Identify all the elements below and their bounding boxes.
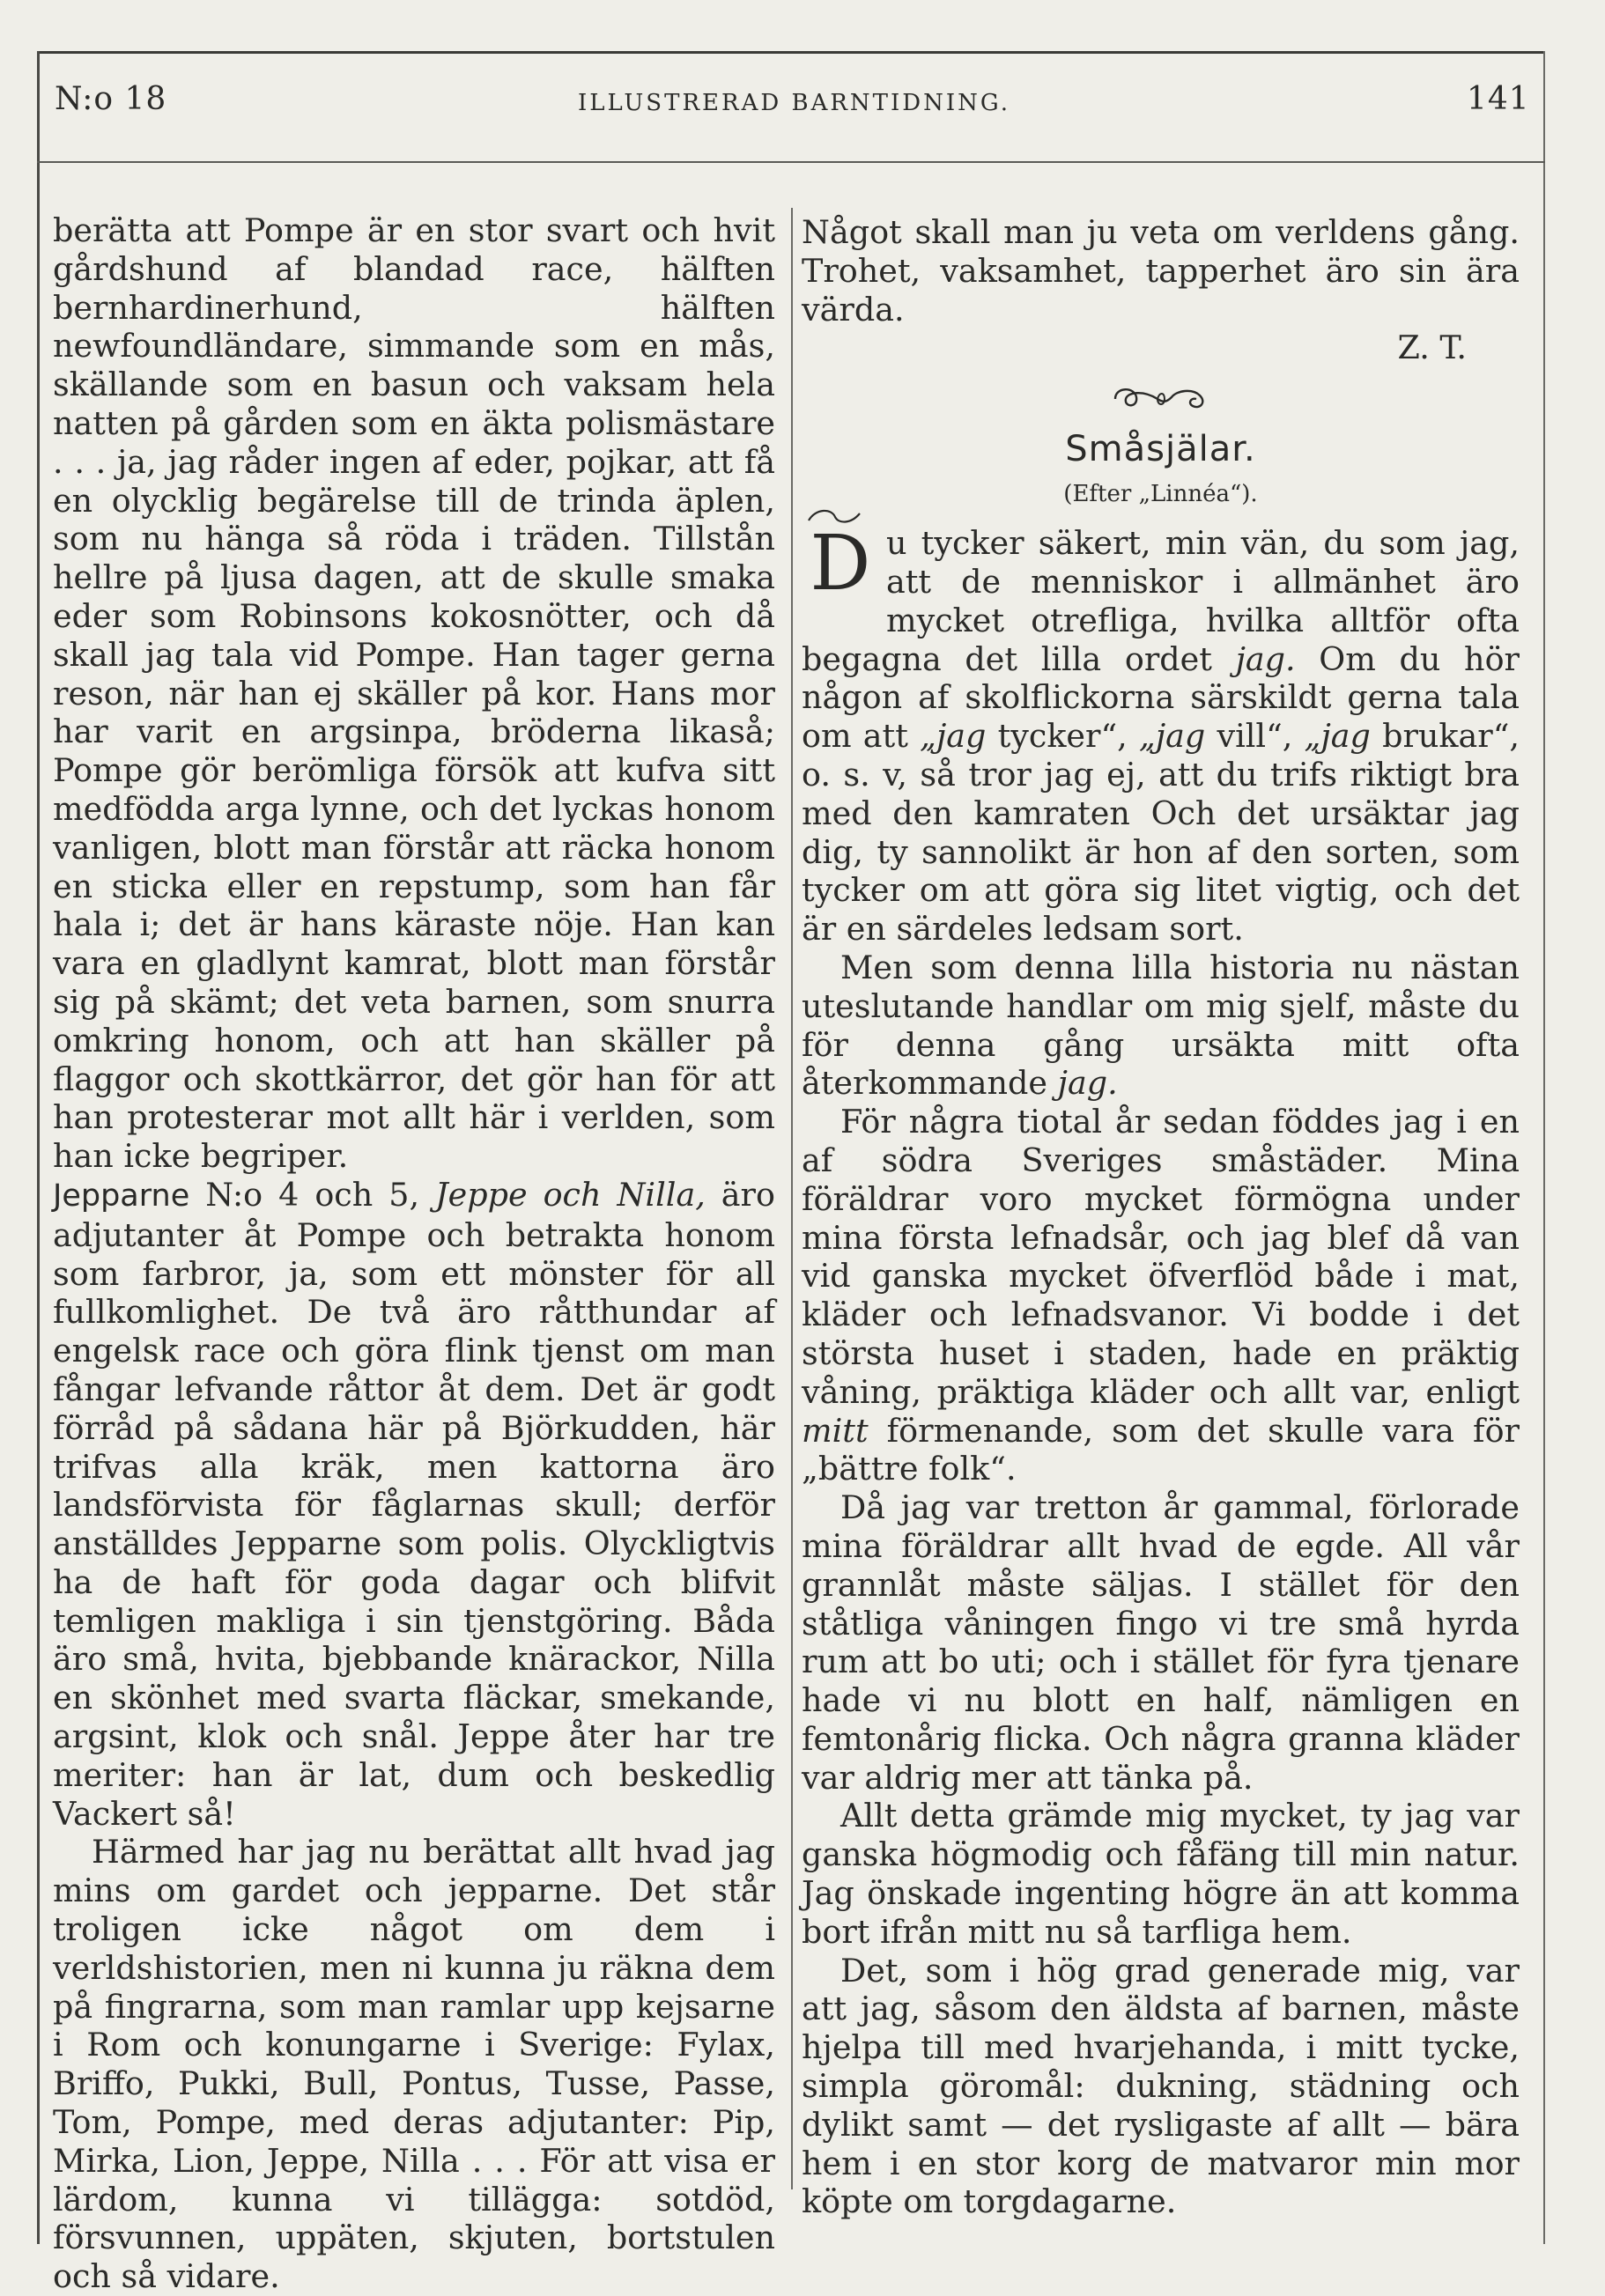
right-paragraph-4: Då jag var tretton år gammal, förlorade mina föräldrar allt hvad de egde. All vår grannlåt måste säljas. I stället för den ståtliga våningen fingo vi tre små hyrda rum att bo uti; och i stället för fyra tjenare hade vi nu blott en half, nämligen en femtonårig flicka. Och några granna kläder var aldrig mer att tänka på. [802,1488,1520,1797]
column-divider [791,208,793,2189]
left-paragraph-2-text-a: N:o 4 och 5, [189,1175,436,1214]
p1-text-e: brukar“, o. s. v, så tror jag ej, att du trifs riktigt bra med den kamraten Och det ursäktar jag dig, ty sannolikt är hon af den sorten, som tycker om att göra sig litet vigtig, och det är en särdeles ledsam sort. [802,717,1520,949]
p1-text-d: vill“, [1205,717,1305,756]
p3-text-a: För några tiotal år sedan föddes jag i en af södra Sveriges småstäder. Mina föräldrar voro mycket förmögna under mina första lefnadsår, och jag blef då van vid ganska mycket öfverflöd både i mat, kläder och lefnadsvanor. Vi bodde i det största huset i staden, hade en präktig våning, präktiga kläder och allt var, enligt [802,1103,1520,1411]
author-signature: Z. T. [1397,329,1467,367]
left-paragraph-1: berätta att Pompe är en stor svart och hvit gårdshund af blandad race, hälften bernhardinerhund, hälften newfoundländare, simmande som en mås, skällande som en basun och vaksam hela natten på gården som en äkta polismästare . . . ja, jag råder ingen af eder, pojkar, att få en olycklig begärelse till de trinda äplen, som nu hänga så röda i träden. Tillstån hellre på ljusa dagen, att de skulle smaka eder som Robinsons kokosnötter, och då skall jag tala vid Pompe. Han tager gerna reson, när han ej skäller på kor. Hans mor har varit en argsinpa, bröderna likaså; Pompe gör berömliga försök att kufva sitt medfödda arga lynne, och det lyckas honom vanligen, blott man förstår att räcka honom en sticka eller en repstump, som han får hala i; det är hans käraste nöje. Han kan vara en gladlynt kamrat, blott man förstår sig på skämt; det veta barnen, som snurra omkring honom, och att han skäller på flaggor och skottkärror, det gör han för att han protesterar mot allt här i verlden, som han icke begriper. [53,211,775,1176]
right-column [802,213,1520,2221]
right-paragraph-1 [802,524,1520,949]
right-paragraph-0: Något skall man ju veta om verldens gång. Trohet, vaksamhet, tapperhet äro sin ära värda. [802,213,1520,329]
dropcap-text: D [810,520,871,609]
ornament-icon [1108,380,1214,415]
p1-jag-2: „jag [920,717,987,756]
issue-number: N:o 18 [55,81,167,117]
dropcap-letter [802,520,879,609]
p1-text-c: tycker“, [986,717,1139,756]
page-frame-left [37,51,40,2244]
left-paragraph-2 [53,1176,775,1834]
right-paragraph-5: Allt detta grämde mig mycket, ty jag var ganska högmodig och fåfäng till min natur. Jag önskade ingenting högre än att komma bort ifrån mitt nu så tarfliga hem. [802,1797,1520,1951]
left-paragraph-2-text-b: äro adjutanter åt Pompe och betrakta honom som farbror, ja, som ett mönster för all fullkomlighet. De två äro råtthundar af engelsk race och göra flink tjenst om man fångar lefvande råttor åt dem. Det är godt förråd på sådana här på Björkudden, här trifvas alla kräk, men kattorna äro landsförvista för fåglarnas skull; derför anställdes Jepparne som polis. Olyckligtvis ha de haft för goda dagar och blifvit temligen makliga i sin tjenstgöring. Båda äro små, hvita, bjebbande knärackor, Nilla en skönhet med svarta fläckar, smekande, argsint, klok och snål. Jeppe åter har tre meriter: han är lat, dum och beskedlig Vackert så! [53,1175,775,1833]
page-number: 141 [1467,81,1530,117]
page-frame-top [37,51,1545,54]
p3-mitt: mitt [802,1411,869,1450]
p1-jag-3: „jag [1138,717,1206,756]
publication-title: ILLUSTRERAD BARNTIDNING. [578,90,1011,116]
p1-text-a: u tycker säkert, min vän, du som jag, att de menniskor i allmänhet äro mycket otrefliga, hvilka alltför ofta begagna det lilla ordet [802,524,1520,678]
p2-jag: jag. [1057,1064,1118,1103]
header-rule [37,161,1545,163]
right-paragraph-6: Det, som i hög grad generade mig, var att jag, såsom den äldsta af barnen, måste hjelpa till med hvarjehanda, i mitt tycke, simpla göromål: dukning, städning och dylikt samt — det rysligaste af allt — bära hem i en stor korg de matvaror min mor köpte om torgdagarne. [802,1951,1520,2221]
left-paragraph-3: Härmed har jag nu berättat allt hvad jag mins om gardet och jepparne. Det står troligen icke något om dem i verldshistorien, men ni kunna ju räkna dem på fingrarna, som man ramlar upp kejsarne i Rom och konungarne i Sverige: Fylax, Briffo, Pukki, Bull, Pontus, Tusse, Passe, Tom, Pompe, med deras adjutanter: Pip, Mirka, Lion, Jeppe, Nilla . . . För att visa er lärdom, kunna vi tillägga: sotdöd, försvunnen, uppäten, skjuten, bortstulen och så vidare. [53,1833,775,2296]
article-body [802,520,1520,949]
dropcap-flourish-icon [805,506,867,528]
left-column [53,211,775,2296]
p3-text-b: förmenande, som det skulle vara för „bättre folk“. [802,1411,1520,1488]
page-frame-right [1543,51,1545,2244]
p1-text-b: Om du hör någon af skolflickorna särskildt gerna tala om att [802,639,1520,756]
signature-line [802,329,1520,367]
p2-text-a: Men som denna lilla historia nu nästan uteslutande handlar om mig sjelf, måste du för denna gång ursäkta mitt ofta återkommande [802,948,1520,1103]
dog-names: Jeppe och Nilla, [435,1175,706,1214]
article-source: (Efter „Linnéa“). [1063,481,1258,508]
right-paragraph-3 [802,1103,1520,1488]
p1-jag-1: jag. [1235,639,1296,678]
p1-jag-4: „jag [1304,717,1371,756]
article-title: Småsjälar. [1065,429,1256,470]
right-paragraph-2 [802,949,1520,1103]
jepparne-lead: Jepparne [53,1178,190,1214]
